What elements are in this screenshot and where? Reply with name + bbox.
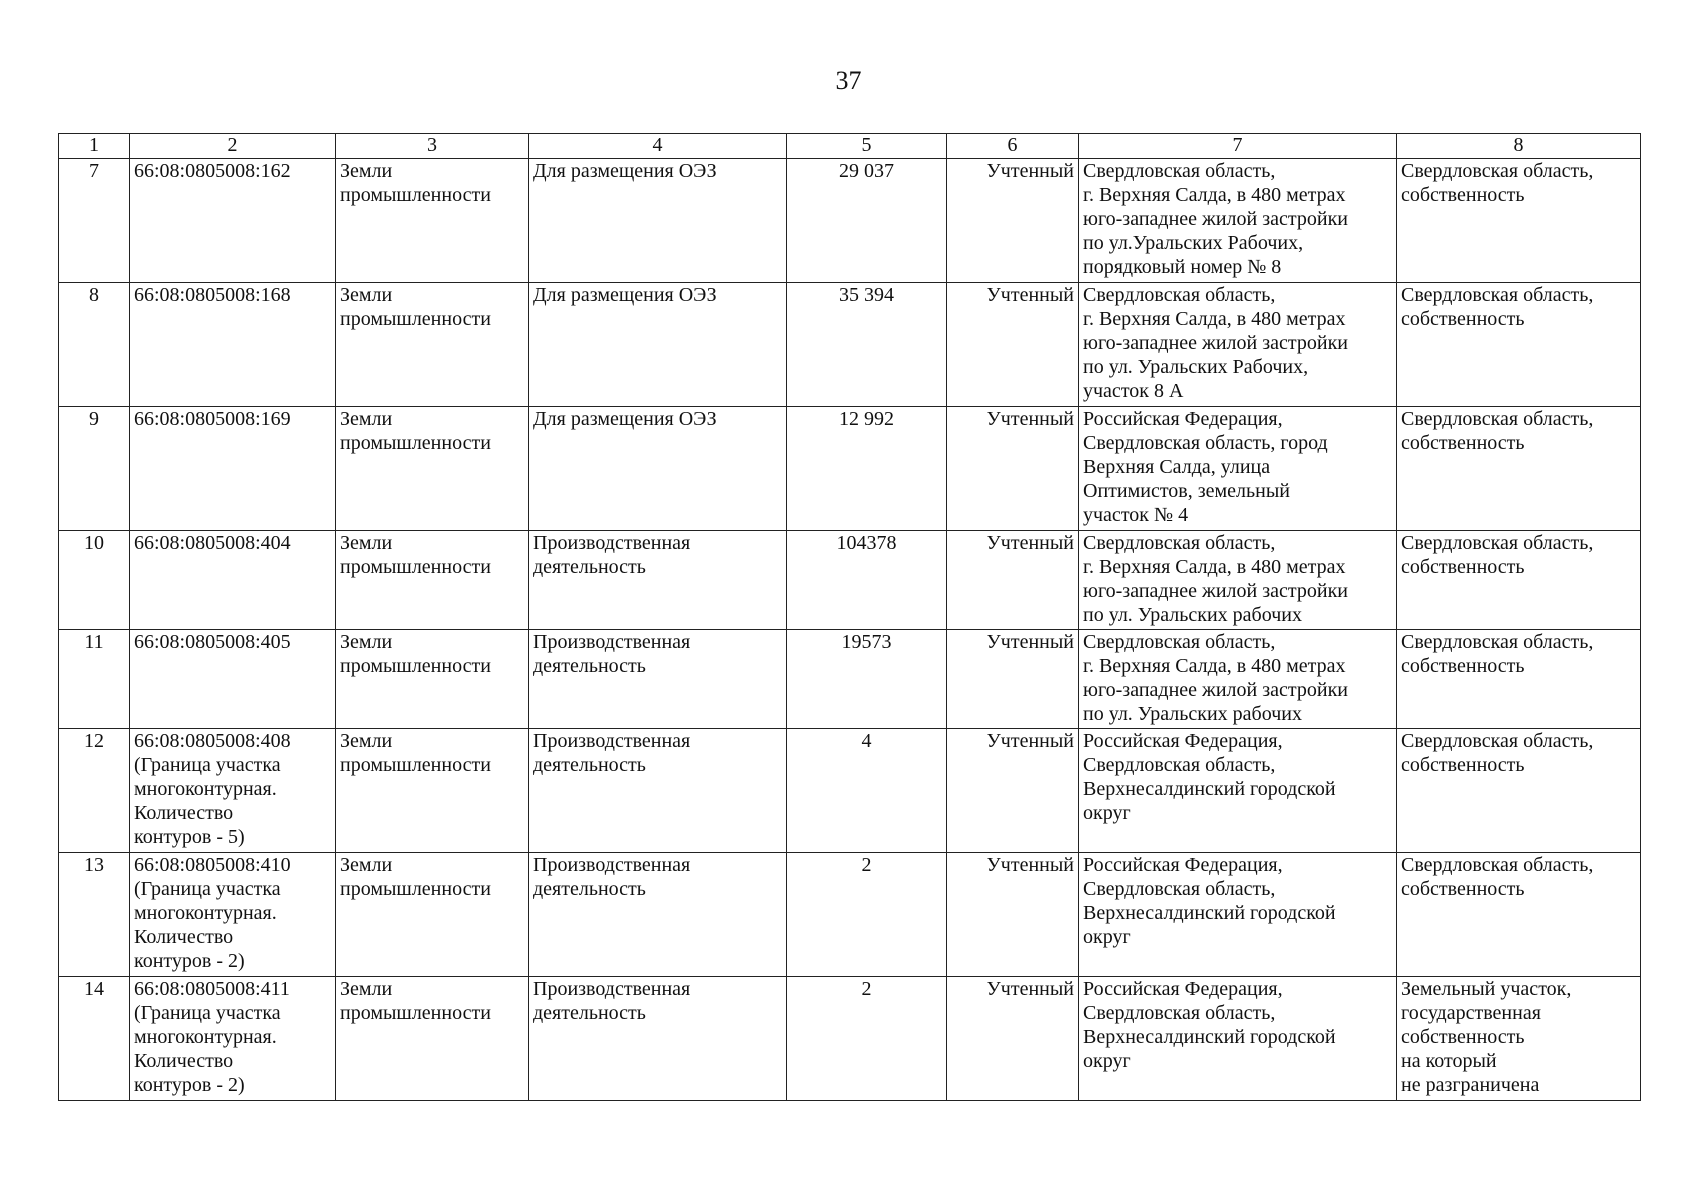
permitted-use: Производственная деятельность bbox=[529, 630, 787, 729]
cadastral-number-cell bbox=[130, 407, 336, 531]
ownership: Свердловская область, собственность bbox=[1397, 283, 1641, 407]
cadastral-number: 66:08:0805008:162 bbox=[134, 160, 291, 182]
address: Свердловская область, г. Верхняя Салда, в 480 метрах юго-западнее жилой застройки по ул. Уральских рабочих bbox=[1079, 630, 1397, 729]
cadastral-number: 66:08:0805008:408 bbox=[134, 730, 291, 752]
land-category: Земли промышленности bbox=[336, 283, 529, 407]
row-number: 7 bbox=[59, 159, 130, 283]
address: Свердловская область, г. Верхняя Салда, в 480 метрах юго-западнее жилой застройки по ул. Уральских рабочих bbox=[1079, 531, 1397, 630]
status: Учтенный bbox=[947, 283, 1079, 407]
row-number: 10 bbox=[59, 531, 130, 630]
multi-contour-note: (Граница участка многоконтурная. Количество контуров - 2) bbox=[134, 878, 281, 972]
multi-contour-note: (Граница участка многоконтурная. Количество контуров - 5) bbox=[134, 754, 281, 848]
status: Учтенный bbox=[947, 853, 1079, 977]
cadastral-number-cell bbox=[130, 630, 336, 729]
column-header: 7 bbox=[1079, 134, 1397, 159]
land-category: Земли промышленности bbox=[336, 729, 529, 853]
table-row bbox=[59, 159, 1641, 283]
permitted-use: Для размещения ОЭЗ bbox=[529, 283, 787, 407]
multi-contour-note: (Граница участка многоконтурная. Количество контуров - 2) bbox=[134, 1002, 281, 1096]
area: 29 037 bbox=[787, 159, 947, 283]
address: Свердловская область, г. Верхняя Салда, в 480 метрах юго-западнее жилой застройки по ул.Уральских Рабочих, порядковый номер № 8 bbox=[1079, 159, 1397, 283]
ownership: Свердловская область, собственность bbox=[1397, 630, 1641, 729]
ownership: Свердловская область, собственность bbox=[1397, 853, 1641, 977]
ownership: Свердловская область, собственность bbox=[1397, 159, 1641, 283]
cadastral-number-cell bbox=[130, 729, 336, 853]
cadastral-number: 66:08:0805008:168 bbox=[134, 284, 291, 306]
cadastral-number: 66:08:0805008:404 bbox=[134, 532, 291, 554]
ownership: Земельный участок, государственная собственность на который не разграничена bbox=[1397, 977, 1641, 1101]
cadastral-number: 66:08:0805008:405 bbox=[134, 631, 291, 653]
table-row bbox=[59, 283, 1641, 407]
land-category: Земли промышленности bbox=[336, 159, 529, 283]
address: Российская Федерация, Свердловская область, Верхнесалдинский городской округ bbox=[1079, 853, 1397, 977]
permitted-use: Производственная деятельность bbox=[529, 729, 787, 853]
land-plots-table bbox=[58, 133, 1641, 1101]
status: Учтенный bbox=[947, 630, 1079, 729]
land-category: Земли промышленности bbox=[336, 977, 529, 1101]
area: 2 bbox=[787, 853, 947, 977]
land-category: Земли промышленности bbox=[336, 407, 529, 531]
area: 19573 bbox=[787, 630, 947, 729]
table-row bbox=[59, 729, 1641, 853]
status: Учтенный bbox=[947, 729, 1079, 853]
land-category: Земли промышленности bbox=[336, 630, 529, 729]
address: Российская Федерация, Свердловская область, Верхнесалдинский городской округ bbox=[1079, 977, 1397, 1101]
permitted-use: Производственная деятельность bbox=[529, 977, 787, 1101]
land-category: Земли промышленности bbox=[336, 853, 529, 977]
page-number: 37 bbox=[835, 66, 862, 95]
row-number: 14 bbox=[59, 977, 130, 1101]
ownership: Свердловская область, собственность bbox=[1397, 407, 1641, 531]
row-number: 9 bbox=[59, 407, 130, 531]
column-header: 2 bbox=[130, 134, 336, 159]
row-number: 12 bbox=[59, 729, 130, 853]
address: Российская Федерация, Свердловская область, Верхнесалдинский городской округ bbox=[1079, 729, 1397, 853]
table-row bbox=[59, 407, 1641, 531]
table-row bbox=[59, 977, 1641, 1101]
ownership: Свердловская область, собственность bbox=[1397, 531, 1641, 630]
column-header: 1 bbox=[59, 134, 130, 159]
column-header: 3 bbox=[336, 134, 529, 159]
cadastral-number-cell bbox=[130, 159, 336, 283]
status: Учтенный bbox=[947, 159, 1079, 283]
land-category: Земли промышленности bbox=[336, 531, 529, 630]
area: 104378 bbox=[787, 531, 947, 630]
row-number: 13 bbox=[59, 853, 130, 977]
row-number: 8 bbox=[59, 283, 130, 407]
cadastral-number-cell bbox=[130, 283, 336, 407]
area: 2 bbox=[787, 977, 947, 1101]
table-row bbox=[59, 531, 1641, 630]
cadastral-number: 66:08:0805008:410 bbox=[134, 854, 291, 876]
row-number: 11 bbox=[59, 630, 130, 729]
table-row bbox=[59, 630, 1641, 729]
status: Учтенный bbox=[947, 407, 1079, 531]
ownership: Свердловская область, собственность bbox=[1397, 729, 1641, 853]
address: Российская Федерация, Свердловская область, город Верхняя Салда, улица Оптимистов, земельный участок № 4 bbox=[1079, 407, 1397, 531]
column-header: 6 bbox=[947, 134, 1079, 159]
permitted-use: Производственная деятельность bbox=[529, 853, 787, 977]
column-header: 5 bbox=[787, 134, 947, 159]
area: 35 394 bbox=[787, 283, 947, 407]
permitted-use: Для размещения ОЭЗ bbox=[529, 159, 787, 283]
column-header: 4 bbox=[529, 134, 787, 159]
address: Свердловская область, г. Верхняя Салда, в 480 метрах юго-западнее жилой застройки по ул. Уральских Рабочих, участок 8 А bbox=[1079, 283, 1397, 407]
status: Учтенный bbox=[947, 531, 1079, 630]
area: 12 992 bbox=[787, 407, 947, 531]
permitted-use: Производственная деятельность bbox=[529, 531, 787, 630]
table-row bbox=[59, 853, 1641, 977]
cadastral-number-cell bbox=[130, 531, 336, 630]
column-header: 8 bbox=[1397, 134, 1641, 159]
cadastral-number: 66:08:0805008:169 bbox=[134, 408, 291, 430]
status: Учтенный bbox=[947, 977, 1079, 1101]
cadastral-number-cell bbox=[130, 977, 336, 1101]
cadastral-number-cell bbox=[130, 853, 336, 977]
permitted-use: Для размещения ОЭЗ bbox=[529, 407, 787, 531]
area: 4 bbox=[787, 729, 947, 853]
column-numbers-row bbox=[59, 134, 1641, 159]
cadastral-number: 66:08:0805008:411 bbox=[134, 978, 290, 1000]
